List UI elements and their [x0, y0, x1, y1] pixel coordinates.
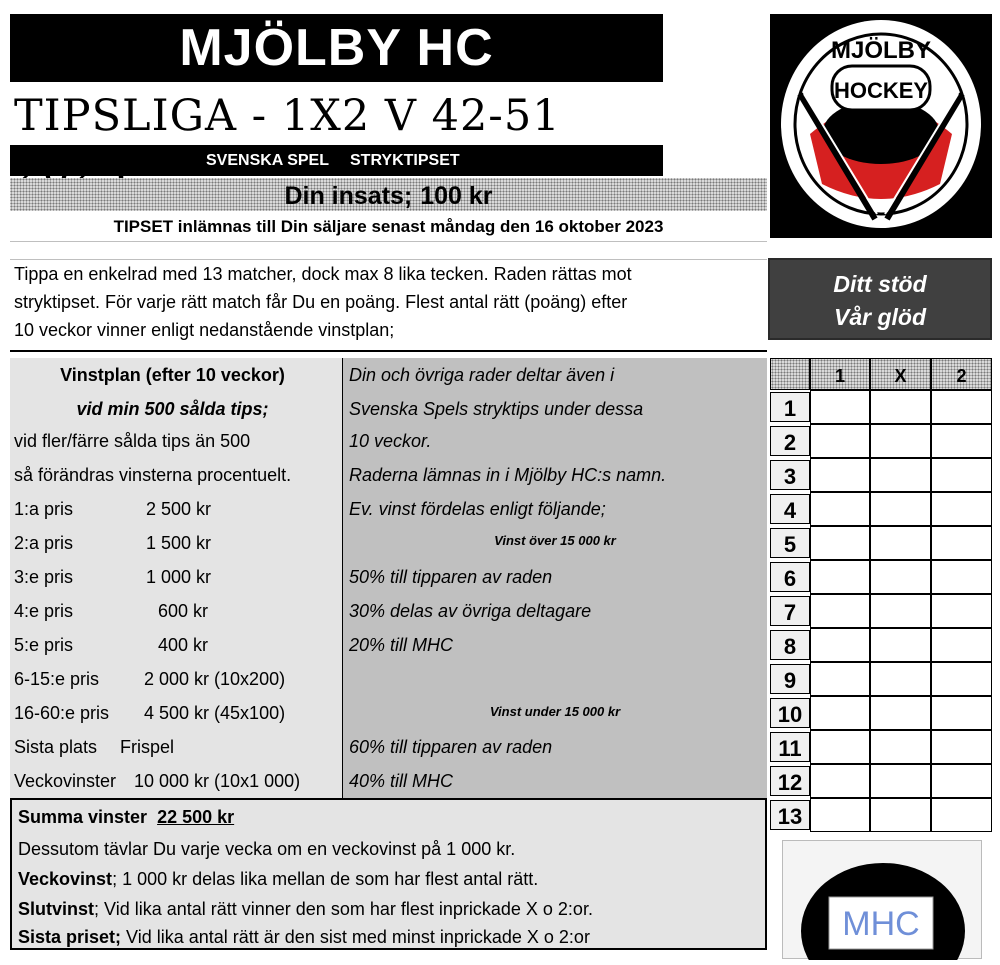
- coupon-row-number: 7: [770, 596, 810, 626]
- prize-row: [10, 526, 343, 560]
- prize-amount: 4 500 kr (45x100): [144, 703, 286, 723]
- coupon-cell-1[interactable]: [810, 390, 870, 424]
- coupon-row-number: 6: [770, 562, 810, 592]
- mhc-logo-text: MHC: [842, 905, 920, 943]
- prize-plan: [10, 358, 343, 798]
- summary-term: Slutvinst: [18, 899, 95, 919]
- coupon-cell-1[interactable]: [810, 492, 870, 526]
- club-logo: [770, 14, 992, 238]
- summary-term-text: Vid lika antal rätt är den sist med minst inprickade X o 2:or: [121, 927, 590, 947]
- prize-label: 16-60:e pris: [14, 703, 110, 723]
- prize-amount: 10 000 kr (10x1 000): [134, 771, 301, 791]
- prize-amount: 1 000 kr: [146, 567, 212, 587]
- prize-label: 4:e pris: [14, 601, 74, 621]
- prize-row: [10, 594, 343, 628]
- coupon-row-number: 11: [770, 732, 810, 762]
- coupon-cell-1[interactable]: [810, 526, 870, 560]
- coupon-cell-2[interactable]: [931, 526, 992, 560]
- coupon-cell-2[interactable]: [931, 424, 992, 458]
- prize-amount: 600 kr: [158, 601, 209, 621]
- coupon-cell-2[interactable]: [931, 628, 992, 662]
- coupon-cell-1[interactable]: [810, 628, 870, 662]
- info-line: Raderna lämnas in i Mjölby HC:s namn.: [349, 465, 667, 485]
- stake-label: Din insats;: [284, 182, 413, 210]
- coupon-row-number: 2: [770, 426, 810, 456]
- coupon-row-number: 9: [770, 664, 810, 694]
- game-label: STRYKTIPSET: [350, 152, 460, 169]
- info-line: 60% till tipparen av raden: [349, 737, 553, 757]
- summary-line: [18, 922, 590, 952]
- prize-amount: 2 500 kr: [146, 499, 212, 519]
- summary-term: Sista priset;: [18, 927, 122, 947]
- prize-amount: 2 000 kr (10x200): [144, 669, 286, 689]
- coupon-row-number: 1: [770, 392, 810, 422]
- coupon-cell-2[interactable]: [931, 390, 992, 424]
- coupon-cell-x[interactable]: [870, 696, 931, 730]
- coupon-row-number: 13: [770, 800, 810, 830]
- slogan-line: Ditt stöd: [833, 271, 927, 297]
- summary-total: [18, 802, 234, 832]
- logo-top-text: MJÖLBY: [830, 37, 932, 64]
- coupon-cell-x[interactable]: [870, 730, 931, 764]
- coupon-cell-1[interactable]: [810, 662, 870, 696]
- prize-row: [10, 764, 343, 798]
- info-line: 50% till tipparen av raden: [349, 567, 553, 587]
- coupon-header-1: 1: [810, 358, 870, 390]
- coupon-cell-1[interactable]: [810, 560, 870, 594]
- prize-row: [10, 696, 343, 730]
- info-line: 30% delas av övriga deltagare: [349, 601, 592, 621]
- coupon-cell-2[interactable]: [931, 662, 992, 696]
- stake-banner: [10, 178, 767, 211]
- coupon-row-number: 12: [770, 766, 810, 796]
- info-line: 40% till MHC: [349, 771, 454, 791]
- summary-box: [10, 798, 767, 950]
- info-panel: [343, 358, 767, 798]
- info-line: Din och övriga rader deltar även i: [349, 365, 615, 385]
- prize-label: 5:e pris: [14, 635, 74, 655]
- coupon-cell-x[interactable]: [870, 492, 931, 526]
- prize-note: vid fler/färre sålda tips än 500: [14, 431, 251, 451]
- info-line: Ev. vinst fördelas enligt följande;: [349, 499, 606, 519]
- info-line: 20% till MHC: [349, 635, 454, 655]
- coupon-cell-x[interactable]: [870, 798, 931, 832]
- prize-plan-subheading: vid min 500 sålda tips;: [76, 399, 269, 419]
- coupon-cell-x[interactable]: [870, 628, 931, 662]
- coupon-cell-1[interactable]: [810, 730, 870, 764]
- provider-strip: [10, 145, 663, 176]
- prize-label: 1:a pris: [14, 499, 74, 519]
- prize-label: 6-15:e pris: [14, 669, 100, 689]
- coupon-row-number: 3: [770, 460, 810, 490]
- coupon-cell-2[interactable]: [931, 458, 992, 492]
- page-title: MJÖLBY HC: [10, 14, 663, 82]
- provider-label: SVENSKA SPEL: [206, 152, 329, 169]
- coupon-row-number: 8: [770, 630, 810, 660]
- coupon-cell-2[interactable]: [931, 764, 992, 798]
- coupon-row-number: 5: [770, 528, 810, 558]
- coupon-cell-1[interactable]: [810, 764, 870, 798]
- hockey-logo-icon: [770, 14, 992, 238]
- win-under-heading: Vinst under 15 000 kr: [489, 704, 621, 719]
- logo-mid-text: HOCKEY: [833, 78, 929, 103]
- slogan-box: [768, 258, 992, 340]
- intro-text: [10, 259, 767, 352]
- summary-line: [18, 864, 538, 894]
- summary-line: [18, 894, 593, 924]
- mhc-logo-box: [782, 840, 982, 959]
- prize-amount: 1 500 kr: [146, 533, 212, 553]
- coupon-corner: [770, 358, 810, 390]
- summary-line: Dessutom tävlar Du varje vecka om en veckovinst på 1 000 kr.: [18, 839, 516, 859]
- tipsliga-title: TIPSLIGA - 1X2 V 42-51: [14, 91, 561, 141]
- prize-row: [10, 628, 343, 662]
- intro-line: Tippa en enkelrad med 13 matcher, dock max 8 lika tecken. Raden rättas mot: [14, 264, 632, 284]
- summary-term: Veckovinst: [18, 869, 113, 889]
- coupon-cell-x[interactable]: [870, 390, 931, 424]
- prize-amount: Frispel: [120, 737, 175, 757]
- summary-value: 22 500 kr: [157, 807, 235, 827]
- info-line: Svenska Spels stryktips under dessa: [349, 399, 644, 419]
- summary-term-text: ; Vid lika antal rätt vinner den som har flest inprickade X o 2:or.: [94, 899, 593, 919]
- coupon-cell-2[interactable]: [931, 560, 992, 594]
- prize-label: Veckovinster: [14, 771, 117, 791]
- mhc-logo-icon: [783, 841, 983, 960]
- coupon-cell-2[interactable]: [931, 730, 992, 764]
- coupon-cell-x[interactable]: [870, 526, 931, 560]
- deadline-text: TIPSET inlämnas till Din säljare senast måndag den 16 oktober 2023: [10, 212, 767, 242]
- prize-row: [10, 662, 343, 696]
- coupon-cell-1[interactable]: [810, 798, 870, 832]
- coupon-cell-x[interactable]: [870, 764, 931, 798]
- coupon-cell-2[interactable]: [931, 798, 992, 832]
- coupon-row-number: 4: [770, 494, 810, 524]
- coupon-cell-1[interactable]: [810, 594, 870, 628]
- coupon-cell-1[interactable]: [810, 696, 870, 730]
- coupon-cell-x[interactable]: [870, 594, 931, 628]
- coupon-header-x: X: [870, 358, 931, 390]
- coupon-cell-2[interactable]: [931, 594, 992, 628]
- prize-amount: 400 kr: [158, 635, 209, 655]
- coupon-cell-x[interactable]: [870, 560, 931, 594]
- prize-note: så förändras vinsterna procentuelt.: [14, 465, 292, 485]
- prize-label: Sista plats: [14, 737, 98, 757]
- intro-line: 10 veckor vinner enligt nedanstående vinstplan;: [14, 320, 395, 340]
- coupon-header-2: 2: [931, 358, 992, 390]
- coupon-row-number: 10: [770, 698, 810, 728]
- prize-row: [10, 730, 343, 764]
- summary-label: Summa vinster: [18, 807, 148, 827]
- prize-row: [10, 560, 343, 594]
- summary-term-text: ; 1 000 kr delas lika mellan de som har flest antal rätt.: [112, 869, 539, 889]
- coupon-cell-2[interactable]: [931, 696, 992, 730]
- coupon-cell-2[interactable]: [931, 492, 992, 526]
- coupon-cell-1[interactable]: [810, 424, 870, 458]
- coupon-cell-1[interactable]: [810, 458, 870, 492]
- prize-row: [10, 492, 343, 526]
- slogan-line: Vår glöd: [833, 304, 926, 330]
- coupon-cell-x[interactable]: [870, 424, 931, 458]
- prize-label: 3:e pris: [14, 567, 74, 587]
- stake-value: 100 kr: [420, 182, 493, 210]
- win-over-heading: Vinst över 15 000 kr: [494, 533, 616, 548]
- intro-line: stryktipset. För varje rätt match får Du en poäng. Flest antal rätt (poäng) efter: [14, 292, 628, 312]
- coupon-cell-x[interactable]: [870, 662, 931, 696]
- prize-label: 2:a pris: [14, 533, 74, 553]
- info-line: 10 veckor.: [349, 431, 432, 451]
- coupon-cell-x[interactable]: [870, 458, 931, 492]
- prize-plan-heading: Vinstplan (efter 10 veckor): [60, 365, 285, 385]
